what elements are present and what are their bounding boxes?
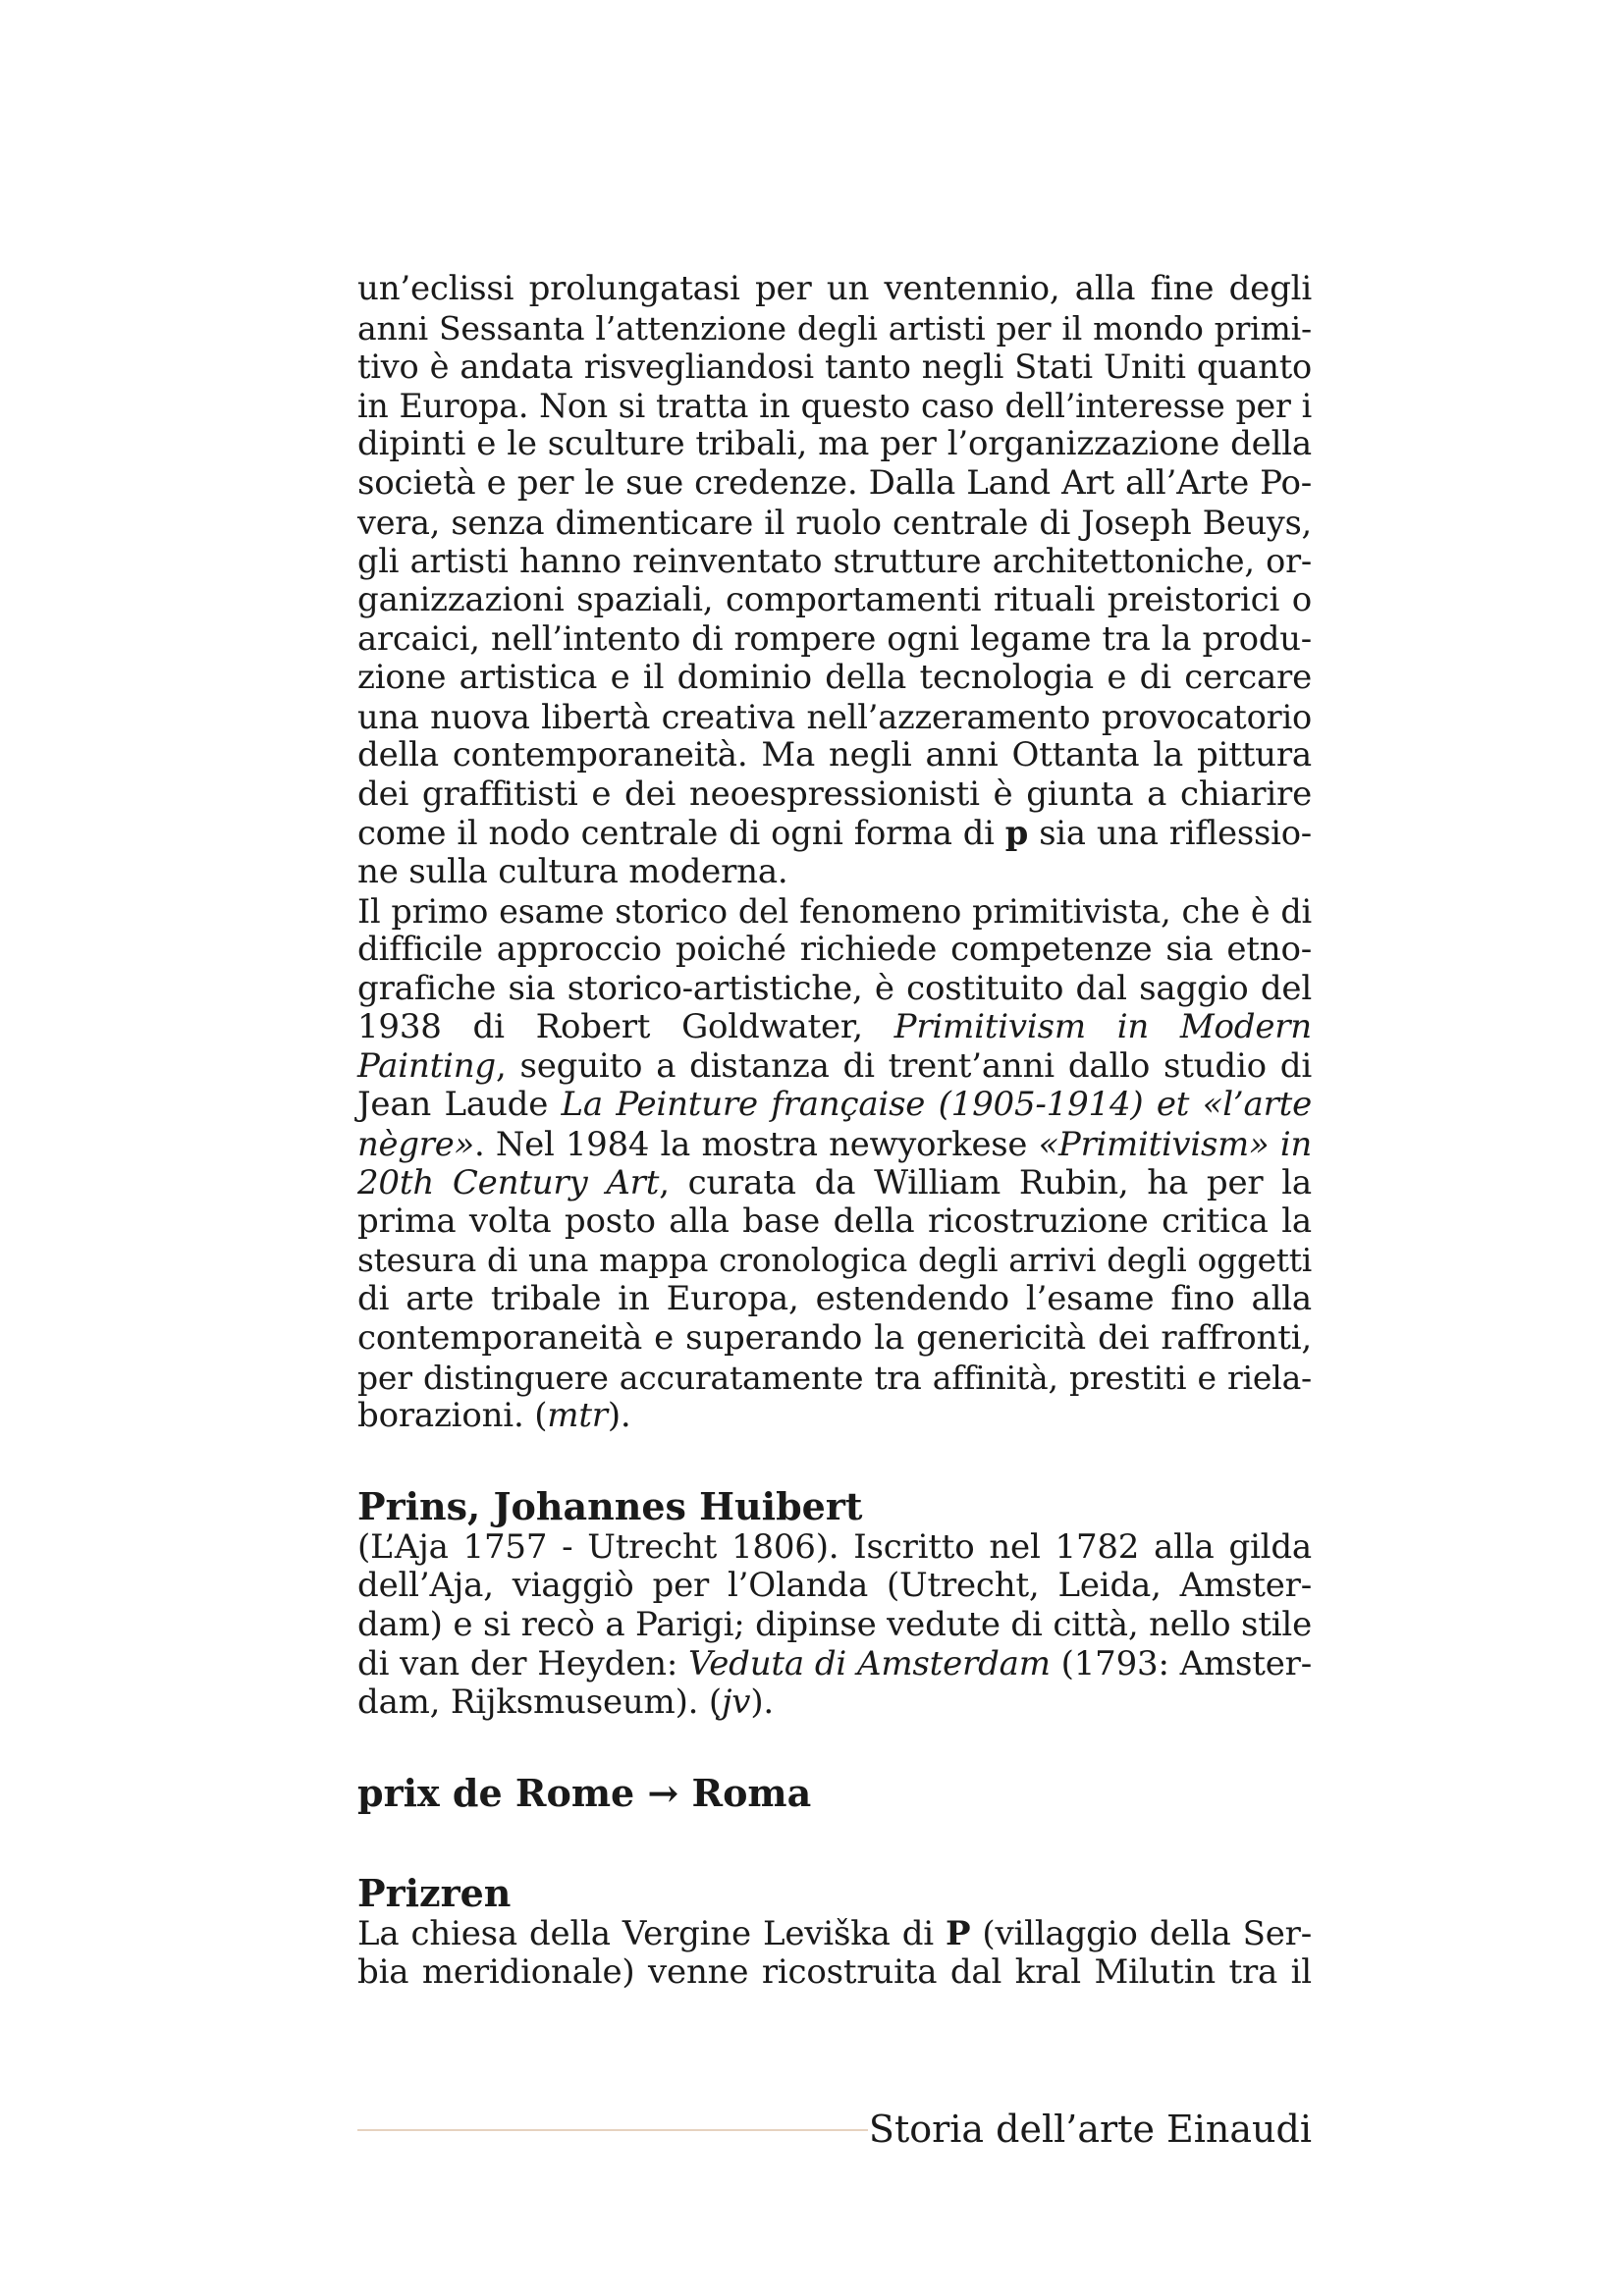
bold-abbrev: p	[1004, 813, 1029, 853]
spacer	[357, 1436, 1312, 1485]
text-line: una nuova libertà creativa nell’azzeramento provocatorio	[357, 697, 1312, 736]
entry-heading: Prins, Johannes Huibert	[357, 1483, 863, 1528]
text-line: (L’Aja 1757 - Utrecht 1806). Iscritto nel 1782 alla gilda	[357, 1526, 1312, 1567]
text-line: di van der Heyden: Veduta di Amsterdam (1793: Amster-	[357, 1643, 1312, 1683]
text-line: in Europa. Non si tratta in questo caso dell’interesse per i	[357, 386, 1312, 425]
page-body	[357, 270, 1312, 1993]
spacer	[357, 1815, 1312, 1872]
text-line: vera, senza dimenticare il ruolo centrale di Joseph Beuys,	[357, 503, 1312, 542]
artwork-title: Veduta di Amsterdam	[688, 1643, 1051, 1683]
spacer	[357, 1723, 1312, 1772]
bold-abbrev: P	[946, 1913, 971, 1953]
text-line: ganizzazioni spaziali, comportamenti rituali preistorici o	[357, 579, 1312, 619]
entry-heading: Prizren	[357, 1870, 512, 1915]
entry-prins	[357, 1485, 1312, 1723]
entry-prizren	[357, 1872, 1312, 1993]
text-line: dell’Aja, viaggiò per l’Olanda (Utrecht, Leida, Amster-	[357, 1566, 1312, 1606]
author-initials: jv	[721, 1682, 751, 1723]
text-line: come il nodo centrale di ogni forma di p sia una riflessio-	[357, 813, 1312, 853]
text-line: difficile approccio poiché richiede competenze sia etno-	[357, 930, 1312, 970]
page-footer	[357, 2106, 1312, 2155]
text-line: zione artistica e il dominio della tecnologia e di cercare	[357, 657, 1312, 697]
text-line: per distinguere accuratamente tra affinità, prestiti e riela-	[357, 1358, 1312, 1397]
entry-prix-de-rome	[357, 1772, 1312, 1815]
text-line: della contemporaneità. Ma negli anni Ottanta la pittura	[357, 735, 1312, 775]
text-line: stesura di una mappa cronologica degli arrivi degli oggetti	[357, 1241, 1312, 1279]
book-title: nègre»	[357, 1125, 474, 1164]
text-line: di arte tribale in Europa, estendendo l’esame fino alla	[357, 1279, 1312, 1319]
text-line: 1938 di Robert Goldwater, Primitivism in Modern	[357, 1007, 1312, 1047]
text-line: borazioni. (mtr).	[357, 1396, 631, 1436]
text-line: ne sulla cultura moderna.	[357, 851, 788, 891]
text-line: dei graffitisti e dei neoespressionisti è giunta a chiarire	[357, 774, 1312, 814]
paragraph-2	[357, 892, 1312, 1436]
footer-rule	[357, 2129, 868, 2131]
text-line: tivo è andata risvegliandosi tanto negli Stati Uniti quanto	[357, 347, 1312, 387]
text-line: 20th Century Art, curata da William Rubin, ha per la	[357, 1162, 1312, 1202]
text-line: nègre». Nel 1984 la mostra newyorkese «Primitivism» in	[357, 1125, 1312, 1164]
text-line: prima volta posto alla base della ricostruzione critica la	[357, 1201, 1312, 1242]
text-line: Il primo esame storico del fenomeno primitivista, che è di	[357, 891, 1312, 931]
text-line: società e per le sue credenze. Dalla Land Art all’Arte Po-	[357, 462, 1312, 503]
text-line: grafiche sia storico-artistiche, è costituito dal saggio del	[357, 968, 1312, 1008]
text-line: dam) e si recò a Parigi; dipinse vedute di città, nello stile	[357, 1605, 1312, 1644]
text-line: bia meridionale) venne ricostruita dal kral Milutin tra il	[357, 1952, 1312, 1993]
exhibition-title: «Primitivism» in	[1038, 1125, 1312, 1164]
text-line: Painting, seguito a distanza di trent’anni dallo studio di	[357, 1045, 1312, 1086]
text-line: dipinti e le sculture tribali, ma per l’organizzazione della	[357, 424, 1312, 464]
paragraph-1	[357, 270, 1312, 892]
text-line: un’eclissi prolungatasi per un ventennio, alla fine degli	[357, 269, 1312, 308]
author-initials: mtr	[547, 1396, 608, 1436]
footer-title: Storia dell’arte Einaudi	[868, 2108, 1312, 2151]
book-title: Primitivism in Modern	[893, 1007, 1312, 1047]
exhibition-title: 20th Century Art	[357, 1162, 660, 1202]
text-line: La chiesa della Vergine Leviška di P (villaggio della Ser-	[357, 1913, 1312, 1953]
text-line: anni Sessanta l’attenzione degli artisti per il mondo primi-	[357, 308, 1312, 347]
text-line: Jean Laude La Peinture française (1905-1914) et «l’arte	[357, 1085, 1312, 1125]
text-line: contemporaneità e superando la genericità dei raffronti,	[357, 1318, 1312, 1359]
text-line: arcaici, nell’intento di rompere ogni legame tra la produ-	[357, 619, 1312, 659]
text-line: dam, Rijksmuseum). (jv).	[357, 1682, 774, 1723]
text-line: gli artisti hanno reinventato strutture architettoniche, or-	[357, 542, 1312, 581]
entry-heading: prix de Rome → Roma	[357, 1770, 812, 1815]
book-title: La Peinture française (1905-1914) et «l’arte	[561, 1085, 1312, 1125]
book-title: Painting	[357, 1045, 496, 1086]
